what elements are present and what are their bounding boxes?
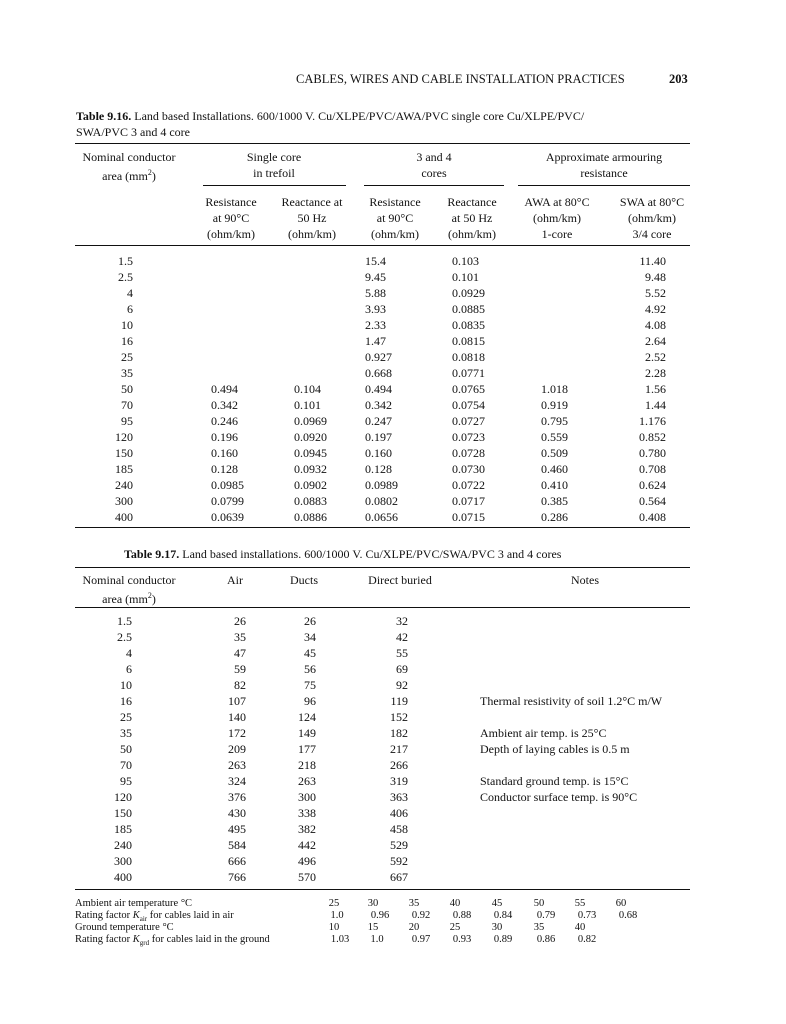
ground-factor-label: Rating factor $K_{grd}$ for cables laid in the ground (75, 934, 270, 948)
t917-cell-r4-c3: 56 (304, 662, 316, 676)
t917-cell-r3-c1: 4 (126, 646, 132, 660)
t916-cell-r11-c4: 0.247 (365, 414, 392, 428)
t917-cell-r2-c2: 35 (234, 630, 246, 644)
t916-cell-r2-c7: 9.48 (645, 270, 666, 284)
t916-cell-r15-c2: 0.0985 (211, 478, 244, 492)
t916-cell-r9-c7: 1.56 (645, 382, 666, 396)
table-916-caption (76, 109, 584, 124)
t916-cell-r12-c5: 0.0723 (452, 430, 485, 444)
air-factor-3: 0.92 (411, 910, 431, 921)
t917-cell-r10-c2: 263 (228, 758, 246, 772)
t916-cell-r2-c5: 0.101 (452, 270, 479, 284)
t916-cell-r12-c4: 0.197 (365, 430, 392, 444)
ground-factor-5: 0.89 (493, 934, 513, 945)
t917-cell-r2-c3: 34 (304, 630, 316, 644)
t917-cell-r12-c2: 376 (228, 790, 246, 804)
t917-cell-r8-c4: 182 (390, 726, 408, 740)
t917-cell-r5-c1: 10 (120, 678, 132, 692)
t916-cell-r7-c1: 25 (121, 350, 133, 364)
note-thermal-resistivity: Thermal resistivity of soil 1.2°C m/W (480, 694, 663, 708)
table-916-head-rule (75, 245, 690, 246)
t916-cell-r10-c4: 0.342 (365, 398, 392, 412)
t916-cell-r16-c3: 0.0883 (294, 494, 327, 508)
t916-cell-r5-c7: 4.08 (645, 318, 666, 332)
ground-factor-6: 0.86 (536, 934, 556, 945)
t916-cell-r9-c5: 0.0765 (452, 382, 485, 396)
t916-cell-r6-c1: 16 (121, 334, 133, 348)
t916-subhead-6: SWA at 80°C (ohm/km) 3/4 core (619, 195, 685, 241)
t917-cell-r1-c2: 26 (234, 614, 246, 628)
t916-cell-r7-c7: 2.52 (645, 350, 666, 364)
air-temp-7: 55 (574, 898, 586, 909)
ground-temp-4: 25 (449, 922, 461, 933)
t916-cell-r5-c1: 10 (121, 318, 133, 332)
note-ambient-air: Ambient air temp. is 25°C (480, 726, 607, 740)
t917-direct-head: Direct buried (368, 573, 432, 587)
t916-cell-r9-c6: 1.018 (541, 382, 568, 396)
t917-cell-r6-c3: 96 (304, 694, 316, 708)
ground-temp-1: 10 (328, 922, 340, 933)
t917-cell-r8-c2: 172 (228, 726, 246, 740)
t917-cell-r12-c1: 120 (114, 790, 132, 804)
t916-cell-r2-c4: 9.45 (365, 270, 386, 284)
table-916-caption-line2: SWA/PVC 3 and 4 core (76, 125, 190, 139)
table-916-caption-line1: Land based Installations. 600/1000 V. Cu/XLPE/PVC/AWA/PVC single core Cu/XLPE/PVC/ (134, 109, 585, 123)
air-factor-7: 0.73 (577, 910, 597, 921)
t917-cell-r7-c1: 25 (120, 710, 132, 724)
t917-cell-r8-c1: 35 (120, 726, 132, 740)
t916-cell-r15-c7: 0.624 (639, 478, 666, 492)
running-title: CABLES, WIRES AND CABLE INSTALLATION PRACTICES (296, 72, 625, 86)
air-factor-label: Rating factor $K_{air}$ for cables laid in air (75, 910, 234, 924)
ground-factor-4: 0.93 (452, 934, 472, 945)
t917-cell-r14-c3: 382 (298, 822, 316, 836)
t917-cell-r17-c4: 667 (390, 870, 408, 884)
ground-temp-5: 30 (491, 922, 503, 933)
air-temp-4: 40 (449, 898, 461, 909)
t916-armour-head: Approximate armouring resistance (545, 150, 663, 180)
table-916-bottom-rule (75, 527, 690, 528)
t917-cell-r15-c3: 442 (298, 838, 316, 852)
t917-cell-r7-c4: 152 (390, 710, 408, 724)
t917-cell-r3-c2: 47 (234, 646, 246, 660)
t916-cell-r1-c1: 1.5 (118, 254, 133, 268)
air-temp-6: 50 (533, 898, 545, 909)
t917-cell-r7-c3: 124 (298, 710, 316, 724)
t916-cell-r17-c3: 0.0886 (294, 510, 327, 524)
t916-cell-r12-c1: 120 (115, 430, 133, 444)
t916-cell-r5-c4: 2.33 (365, 318, 386, 332)
air-temp-1: 25 (328, 898, 340, 909)
t916-cell-r13-c3: 0.0945 (294, 446, 327, 460)
t917-ducts-head: Ducts (290, 573, 318, 587)
t916-cell-r4-c1: 6 (127, 302, 133, 316)
t916-cell-r17-c5: 0.0715 (452, 510, 485, 524)
t916-cell-r17-c4: 0.0656 (365, 510, 398, 524)
t917-cell-r3-c3: 45 (304, 646, 316, 660)
t916-cell-r4-c4: 3.93 (365, 302, 386, 316)
t916-cell-r1-c5: 0.103 (452, 254, 479, 268)
t916-cell-r16-c1: 300 (115, 494, 133, 508)
t916-cell-r13-c5: 0.0728 (452, 446, 485, 460)
air-factor-5: 0.84 (493, 910, 513, 921)
t916-cell-r10-c2: 0.342 (211, 398, 238, 412)
air-temp-8: 60 (615, 898, 627, 909)
t916-cell-r15-c1: 240 (115, 478, 133, 492)
t917-nominal-head: Nominal conductor area $(mm^2)$ (82, 573, 176, 606)
t917-cell-r9-c3: 177 (298, 742, 316, 756)
air-factor-6: 0.79 (536, 910, 556, 921)
t917-cell-r5-c2: 82 (234, 678, 246, 692)
t917-cell-r14-c1: 185 (114, 822, 132, 836)
table-917-caption-text: Land based installations. 600/1000 V. Cu/XLPE/PVC/SWA/PVC 3 and 4 cores (182, 547, 562, 561)
t917-cell-r17-c1: 400 (114, 870, 132, 884)
t916-cell-r3-c4: 5.88 (365, 286, 386, 300)
air-factor-8: 0.68 (618, 910, 638, 921)
table-916-label: Table 9.16. (76, 109, 132, 123)
table-916-top-rule (75, 143, 690, 144)
t917-cell-r14-c2: 495 (228, 822, 246, 836)
ground-temp-label: Ground temperature °C (75, 922, 174, 933)
t916-cell-r15-c6: 0.410 (541, 478, 568, 492)
t917-cell-r12-c4: 363 (390, 790, 408, 804)
t917-cell-r8-c3: 149 (298, 726, 316, 740)
ground-temp-3: 20 (408, 922, 420, 933)
t916-cell-r12-c6: 0.559 (541, 430, 568, 444)
t917-cell-r4-c4: 69 (396, 662, 408, 676)
t916-cell-r11-c3: 0.0969 (294, 414, 327, 428)
t916-cell-r12-c7: 0.852 (639, 430, 666, 444)
t917-cell-r1-c4: 32 (396, 614, 408, 628)
t916-cell-r15-c4: 0.0989 (365, 478, 398, 492)
air-temp-5: 45 (491, 898, 503, 909)
t917-cell-r6-c4: 119 (390, 694, 408, 708)
table-917-caption (124, 547, 561, 562)
t916-cell-r6-c4: 1.47 (365, 334, 386, 348)
t916-cell-r10-c6: 0.919 (541, 398, 568, 412)
t916-cell-r10-c5: 0.0754 (452, 398, 485, 412)
t917-cell-r16-c4: 592 (390, 854, 408, 868)
t917-cell-r15-c2: 584 (228, 838, 246, 852)
t917-cell-r16-c2: 666 (228, 854, 246, 868)
t916-subhead-4: Reactance at 50 Hz (ohm/km) (447, 195, 497, 241)
t917-cell-r15-c1: 240 (114, 838, 132, 852)
t916-cell-r11-c2: 0.246 (211, 414, 238, 428)
t916-cell-r9-c4: 0.494 (365, 382, 392, 396)
t917-cell-r11-c1: 95 (120, 774, 132, 788)
t916-cell-r8-c5: 0.0771 (452, 366, 485, 380)
t916-cell-r6-c5: 0.0815 (452, 334, 485, 348)
note-depth: Depth of laying cables is 0.5 m (480, 742, 630, 756)
ground-factor-7: 0.82 (577, 934, 597, 945)
t916-cell-r16-c5: 0.0717 (452, 494, 485, 508)
ground-factor-2: 1.0 (370, 934, 384, 945)
table-917-label: Table 9.17. (124, 547, 180, 561)
t917-cell-r13-c3: 338 (298, 806, 316, 820)
ground-temp-6: 35 (533, 922, 545, 933)
note-ground-temp: Standard ground temp. is 15°C (480, 774, 629, 788)
t917-cell-r14-c4: 458 (390, 822, 408, 836)
note-conductor-temp: Conductor surface temp. is 90°C (480, 790, 638, 804)
t917-cell-r4-c1: 6 (126, 662, 132, 676)
t916-cell-r4-c5: 0.0885 (452, 302, 485, 316)
t917-cell-r16-c1: 300 (114, 854, 132, 868)
t916-cell-r4-c7: 4.92 (645, 302, 666, 316)
t916-cell-r9-c3: 0.104 (294, 382, 321, 396)
air-factor-4: 0.88 (452, 910, 472, 921)
t917-cell-r6-c2: 107 (228, 694, 246, 708)
t916-cell-r17-c2: 0.0639 (211, 510, 244, 524)
t916-cell-r6-c7: 2.64 (645, 334, 666, 348)
t917-air-head: Air (227, 573, 243, 587)
t917-cell-r5-c4: 92 (396, 678, 408, 692)
air-factor-2: 0.96 (370, 910, 390, 921)
t917-cell-r11-c3: 263 (298, 774, 316, 788)
t916-cell-r17-c6: 0.286 (541, 510, 568, 524)
t916-cell-r3-c1: 4 (127, 286, 133, 300)
t917-cell-r7-c2: 140 (228, 710, 246, 724)
t916-nominal-unit: area $(mm^2)$ (102, 168, 156, 183)
t917-cell-r15-c4: 529 (390, 838, 408, 852)
t916-cell-r11-c6: 0.795 (541, 414, 568, 428)
t916-cell-r13-c1: 150 (115, 446, 133, 460)
t916-cell-r14-c7: 0.708 (639, 462, 666, 476)
t917-cell-r3-c4: 55 (396, 646, 408, 660)
t916-cell-r2-c1: 2.5 (118, 270, 133, 284)
t917-cell-r1-c3: 26 (304, 614, 316, 628)
t917-cell-r4-c2: 59 (234, 662, 246, 676)
ground-temp-2: 15 (367, 922, 379, 933)
t917-cell-r5-c3: 75 (304, 678, 316, 692)
t916-three-core-rule (364, 185, 504, 186)
t916-cell-r10-c1: 70 (121, 398, 133, 412)
t917-notes-head: Notes (571, 573, 599, 587)
t916-cell-r17-c1: 400 (115, 510, 133, 524)
t917-cell-r16-c3: 496 (298, 854, 316, 868)
t916-cell-r9-c1: 50 (121, 382, 133, 396)
t916-cell-r14-c5: 0.0730 (452, 462, 485, 476)
t916-cell-r10-c3: 0.101 (294, 398, 321, 412)
t916-nominal-head: Nominal conductor area $(mm^2)$ (82, 150, 176, 183)
t916-cell-r11-c1: 95 (121, 414, 133, 428)
table-917-bottom-rule (75, 889, 690, 890)
t916-cell-r13-c6: 0.509 (541, 446, 568, 460)
t916-cell-r11-c5: 0.0727 (452, 414, 485, 428)
t917-cell-r17-c2: 766 (228, 870, 246, 884)
t916-cell-r11-c7: 1.176 (639, 414, 666, 428)
t916-cell-r14-c3: 0.0932 (294, 462, 327, 476)
t916-cell-r14-c1: 185 (115, 462, 133, 476)
t917-cell-r13-c4: 406 (390, 806, 408, 820)
t917-cell-r17-c3: 570 (298, 870, 316, 884)
t917-cell-r9-c4: 217 (390, 742, 408, 756)
t917-nominal-unit: area $(mm^2)$ (102, 591, 156, 606)
ground-factor-3: 0.97 (411, 934, 431, 945)
t916-cell-r13-c4: 0.160 (365, 446, 392, 460)
t916-cell-r17-c7: 0.408 (639, 510, 666, 524)
table-917-head-rule (75, 607, 690, 608)
t917-cell-r6-c1: 16 (120, 694, 132, 708)
t916-cell-r16-c6: 0.385 (541, 494, 568, 508)
t916-cell-r1-c4: 15.4 (365, 254, 386, 268)
t917-cell-r1-c1: 1.5 (117, 614, 132, 628)
t916-cell-r3-c5: 0.0929 (452, 286, 485, 300)
t916-cell-r8-c4: 0.668 (365, 366, 392, 380)
t916-cell-r14-c2: 0.128 (211, 462, 238, 476)
t917-cell-r10-c3: 218 (298, 758, 316, 772)
t916-single-core-head: Single core in trefoil (246, 150, 302, 180)
t916-cell-r15-c3: 0.0902 (294, 478, 327, 492)
t916-cell-r8-c1: 35 (121, 366, 133, 380)
t916-cell-r8-c7: 2.28 (645, 366, 666, 380)
t916-cell-r14-c4: 0.128 (365, 462, 392, 476)
air-temp-2: 30 (367, 898, 379, 909)
t916-subhead-3: Resistance at 90°C (ohm/km) (369, 195, 421, 241)
t917-cell-r2-c4: 42 (396, 630, 408, 644)
table-917-top-rule (75, 567, 690, 568)
air-temp-3: 35 (408, 898, 420, 909)
t917-cell-r9-c1: 50 (120, 742, 132, 756)
t917-cell-r9-c2: 209 (228, 742, 246, 756)
t916-cell-r16-c4: 0.0802 (365, 494, 398, 508)
t916-cell-r3-c7: 5.52 (645, 286, 666, 300)
t916-cell-r15-c5: 0.0722 (452, 478, 485, 492)
t916-armour-rule (518, 185, 690, 186)
page-number: 203 (669, 72, 688, 86)
t916-three-core-head: 3 and 4 cores (416, 150, 452, 180)
t916-subhead-2: Reactance at 50 Hz (ohm/km) (281, 195, 343, 241)
t916-cell-r12-c2: 0.196 (211, 430, 238, 444)
t917-cell-r13-c2: 430 (228, 806, 246, 820)
ground-temp-7: 40 (574, 922, 586, 933)
t917-cell-r11-c2: 324 (228, 774, 246, 788)
t916-single-core-rule (203, 185, 346, 186)
t916-cell-r7-c4: 0.927 (365, 350, 392, 364)
t916-cell-r13-c2: 0.160 (211, 446, 238, 460)
ground-factor-1: 1.03 (330, 934, 350, 945)
t916-cell-r13-c7: 0.780 (639, 446, 666, 460)
t917-cell-r2-c1: 2.5 (117, 630, 132, 644)
t917-cell-r10-c1: 70 (120, 758, 132, 772)
t916-subhead-5: AWA at 80°C (ohm/km) 1-core (524, 195, 590, 241)
t916-subhead-1: Resistance at 90°C (ohm/km) (205, 195, 257, 241)
t917-cell-r10-c4: 266 (390, 758, 408, 772)
t917-cell-r13-c1: 150 (114, 806, 132, 820)
t916-cell-r16-c7: 0.564 (639, 494, 666, 508)
t916-cell-r9-c2: 0.494 (211, 382, 238, 396)
t916-cell-r5-c5: 0.0835 (452, 318, 485, 332)
t916-cell-r14-c6: 0.460 (541, 462, 568, 476)
t916-cell-r16-c2: 0.0799 (211, 494, 244, 508)
t916-cell-r10-c7: 1.44 (645, 398, 666, 412)
air-temp-label: Ambient air temperature °C (75, 898, 193, 909)
t917-cell-r11-c4: 319 (390, 774, 408, 788)
t916-cell-r12-c3: 0.0920 (294, 430, 327, 444)
air-factor-1: 1.0 (330, 910, 344, 921)
t917-cell-r12-c3: 300 (298, 790, 316, 804)
t916-cell-r1-c7: 11.40 (639, 254, 666, 268)
t916-cell-r7-c5: 0.0818 (452, 350, 485, 364)
